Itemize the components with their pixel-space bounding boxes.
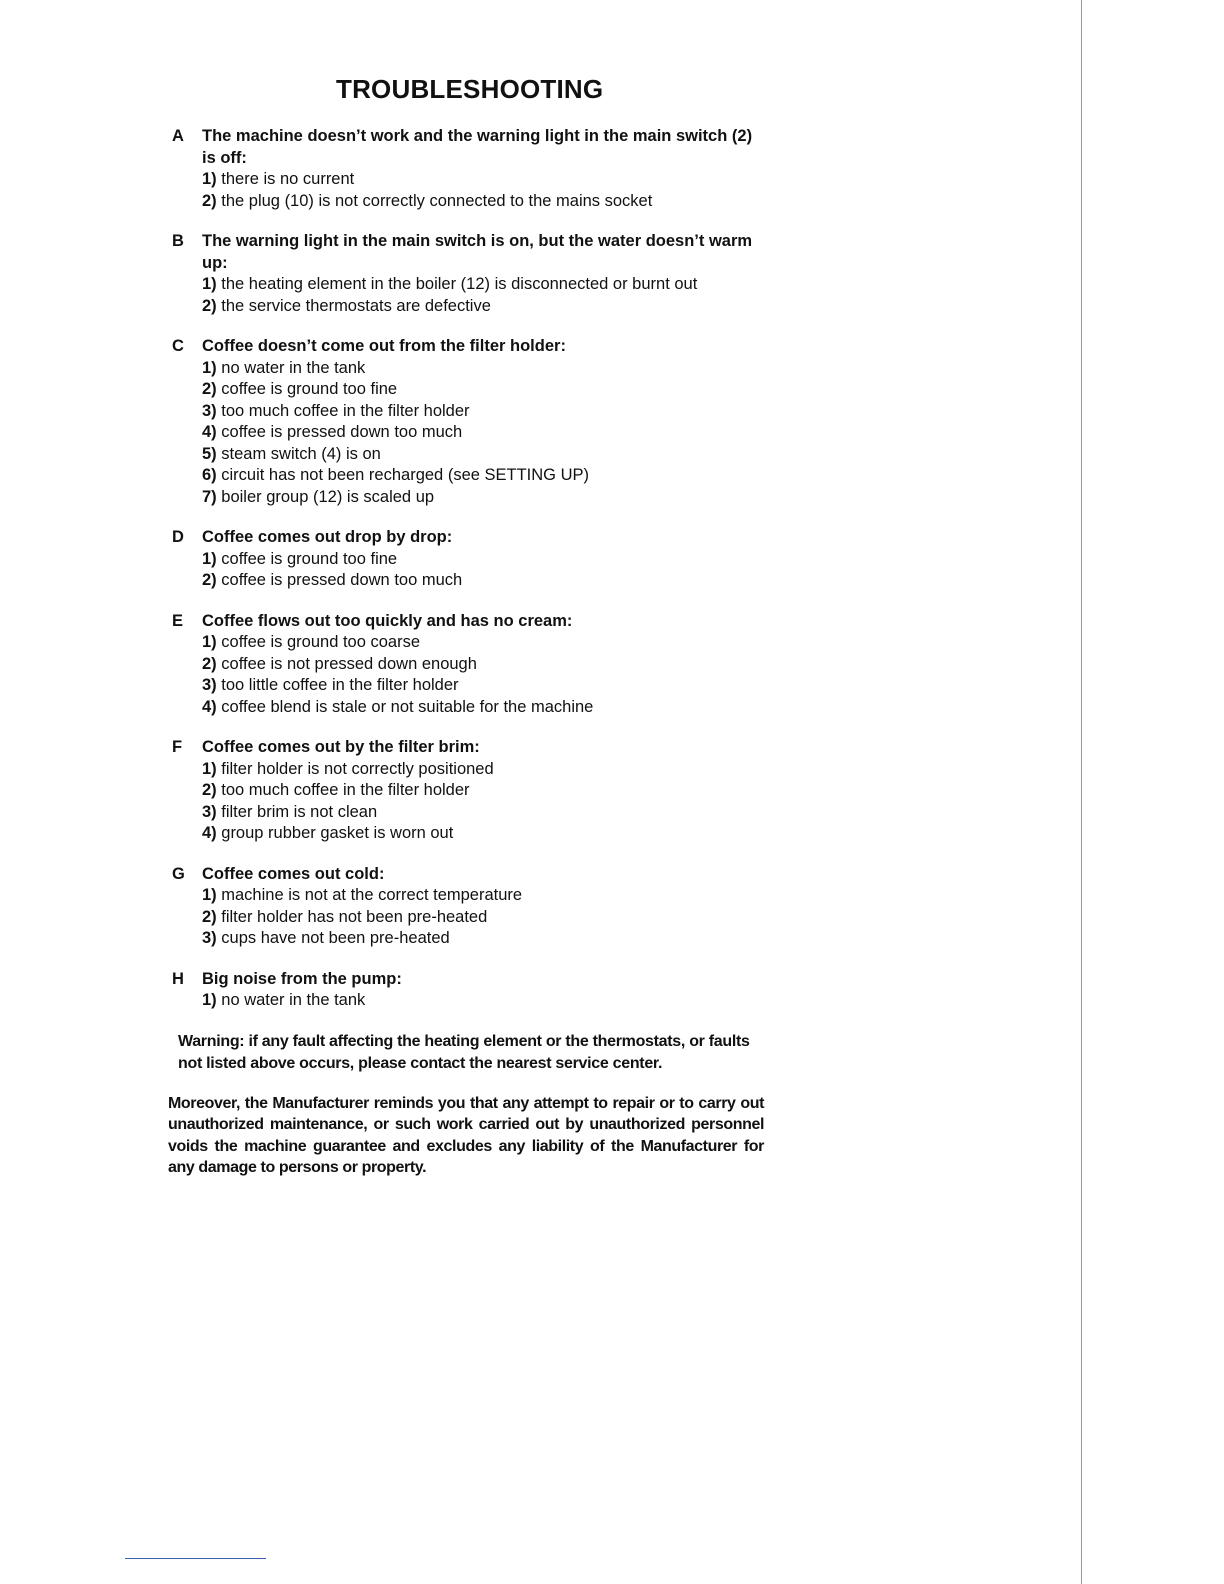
cause-item bbox=[202, 780, 768, 802]
cause-item bbox=[202, 697, 768, 719]
cause-item bbox=[202, 379, 768, 401]
cause-number: 3) bbox=[202, 676, 217, 694]
cause-item bbox=[202, 570, 768, 592]
troubleshooting-section bbox=[168, 864, 768, 950]
cause-item bbox=[202, 422, 768, 444]
cause-text: no water in the tank bbox=[221, 358, 366, 377]
troubleshooting-section bbox=[168, 611, 768, 719]
sections-container bbox=[168, 126, 768, 1012]
cause-number: 2) bbox=[202, 781, 217, 799]
cause-item bbox=[202, 802, 768, 824]
cause-text: too much coffee in the filter holder bbox=[221, 781, 470, 799]
cause-text: machine is not at the correct temperature bbox=[221, 886, 523, 904]
section-title: Big noise from the pump: bbox=[202, 969, 402, 988]
section-title: Coffee comes out cold: bbox=[202, 864, 385, 883]
cause-item bbox=[202, 907, 768, 929]
section-heading bbox=[168, 336, 768, 358]
cause-item bbox=[202, 358, 768, 380]
cause-list bbox=[168, 632, 768, 718]
cause-item bbox=[202, 191, 768, 213]
cause-text: coffee is ground too fine bbox=[221, 549, 398, 568]
cause-item bbox=[202, 928, 768, 950]
cause-number: 2) bbox=[202, 571, 217, 589]
cause-text: the heating element in the boiler (12) is disconnected or burnt out bbox=[221, 275, 698, 293]
cause-number: 1) bbox=[202, 633, 217, 651]
section-heading bbox=[168, 126, 768, 169]
cause-text: no water in the tank bbox=[221, 991, 366, 1009]
cause-item bbox=[202, 549, 768, 571]
cause-number: 1) bbox=[202, 170, 217, 188]
troubleshooting-section bbox=[168, 969, 768, 1012]
cause-number: 2) bbox=[202, 654, 217, 673]
cause-text: filter holder has not been pre-heated bbox=[221, 907, 488, 926]
section-letter: D bbox=[172, 528, 184, 546]
cause-number: 7) bbox=[202, 487, 217, 506]
cause-text: too little coffee in the filter holder bbox=[221, 676, 459, 694]
cause-item bbox=[202, 675, 768, 697]
section-heading bbox=[168, 969, 768, 991]
section-title: The machine doesn’t work and the warning light in the main switch (2) is off: bbox=[202, 127, 753, 167]
cause-list bbox=[168, 759, 768, 845]
section-title: Coffee comes out by the filter brim: bbox=[202, 738, 480, 756]
cause-number: 1) bbox=[202, 358, 217, 377]
cause-text: filter holder is not correctly positioned bbox=[221, 759, 494, 778]
section-letter: A bbox=[172, 127, 184, 145]
cause-number: 3) bbox=[202, 929, 217, 947]
troubleshooting-section bbox=[168, 126, 768, 212]
cause-number: 4) bbox=[202, 423, 217, 441]
section-title: Coffee flows out too quickly and has no cream: bbox=[202, 611, 573, 630]
cause-item bbox=[202, 296, 768, 318]
section-letter: C bbox=[172, 337, 184, 355]
cause-text: coffee blend is stale or not suitable for the machine bbox=[221, 697, 594, 716]
section-title: The warning light in the main switch is on, but the water doesn’t warm up: bbox=[202, 232, 753, 272]
cause-text: coffee is pressed down too much bbox=[221, 423, 463, 441]
cause-text: coffee is ground too coarse bbox=[221, 633, 421, 651]
cause-number: 1) bbox=[202, 275, 217, 293]
cause-text: coffee is ground too fine bbox=[221, 380, 398, 398]
cause-number: 1) bbox=[202, 886, 217, 904]
cause-number: 3) bbox=[202, 401, 217, 420]
cause-item bbox=[202, 444, 768, 466]
cause-text: the plug (10) is not correctly connected to the mains socket bbox=[221, 191, 653, 210]
troubleshooting-section bbox=[168, 737, 768, 845]
cause-item bbox=[202, 487, 768, 509]
cause-list bbox=[168, 885, 768, 950]
cause-text: the service thermostats are defective bbox=[221, 296, 491, 315]
section-title: Coffee doesn’t come out from the filter holder: bbox=[202, 337, 566, 355]
cause-number: 4) bbox=[202, 697, 217, 716]
troubleshooting-section bbox=[168, 336, 768, 508]
warning-text: Warning: if any fault affecting the heating element or the thermostats, or faults not listed above occurs, please contact the nearest service center. bbox=[178, 1032, 750, 1072]
cause-text: there is no current bbox=[221, 170, 355, 188]
cause-text: coffee is pressed down too much bbox=[221, 571, 463, 589]
section-title: Coffee comes out drop by drop: bbox=[202, 528, 453, 546]
cause-list bbox=[168, 990, 768, 1012]
cause-list bbox=[168, 549, 768, 592]
cause-number: 1) bbox=[202, 549, 217, 568]
section-letter: H bbox=[172, 969, 184, 988]
cause-text: steam switch (4) is on bbox=[221, 444, 381, 463]
cause-number: 2) bbox=[202, 296, 217, 315]
section-heading bbox=[168, 864, 768, 886]
cause-item bbox=[202, 759, 768, 781]
cause-number: 3) bbox=[202, 802, 217, 821]
cause-text: group rubber gasket is worn out bbox=[221, 824, 454, 842]
cause-item bbox=[202, 823, 768, 845]
cause-text: circuit has not been recharged (see SETTING UP) bbox=[221, 466, 590, 484]
cause-number: 1) bbox=[202, 759, 217, 778]
cause-number: 6) bbox=[202, 466, 217, 484]
cause-number: 2) bbox=[202, 191, 217, 210]
cause-number: 2) bbox=[202, 907, 217, 926]
page-right-border bbox=[1081, 0, 1082, 1584]
cause-item bbox=[202, 169, 768, 191]
cause-list bbox=[168, 169, 768, 212]
cause-text: filter brim is not clean bbox=[221, 802, 378, 821]
cause-number: 5) bbox=[202, 444, 217, 463]
cause-number: 1) bbox=[202, 991, 217, 1009]
section-heading bbox=[168, 527, 768, 549]
troubleshooting-section bbox=[168, 527, 768, 592]
section-heading bbox=[168, 737, 768, 759]
section-letter: G bbox=[172, 864, 185, 883]
cause-text: too much coffee in the filter holder bbox=[221, 401, 470, 420]
cause-item bbox=[202, 654, 768, 676]
cause-item bbox=[202, 990, 768, 1012]
section-letter: B bbox=[172, 232, 184, 250]
cause-item bbox=[202, 465, 768, 487]
page-title: TROUBLESHOOTING bbox=[336, 74, 604, 104]
section-letter: F bbox=[172, 738, 183, 756]
section-heading bbox=[168, 231, 768, 274]
cause-text: cups have not been pre-heated bbox=[221, 929, 450, 947]
footnote-rule bbox=[125, 1558, 266, 1559]
cause-number: 4) bbox=[202, 824, 217, 842]
cause-text: coffee is not pressed down enough bbox=[221, 654, 477, 673]
cause-item bbox=[202, 632, 768, 654]
manufacturer-notice: Moreover, the Manufacturer reminds you that any attempt to repair or to carry out unauthorized maintenance, or such work carried out by unauthorized personnel voids the machine guarantee and excludes any liability of the Manufacturer for any damage to persons or property. bbox=[168, 1094, 764, 1176]
cause-item bbox=[202, 274, 768, 296]
troubleshooting-section bbox=[168, 231, 768, 317]
cause-number: 2) bbox=[202, 380, 217, 398]
section-letter: E bbox=[172, 611, 184, 630]
section-heading bbox=[168, 611, 768, 633]
cause-list bbox=[168, 274, 768, 317]
cause-item bbox=[202, 401, 768, 423]
cause-item bbox=[202, 885, 768, 907]
cause-list bbox=[168, 358, 768, 509]
cause-text: boiler group (12) is scaled up bbox=[221, 487, 435, 506]
troubleshooting-list bbox=[168, 126, 768, 1179]
